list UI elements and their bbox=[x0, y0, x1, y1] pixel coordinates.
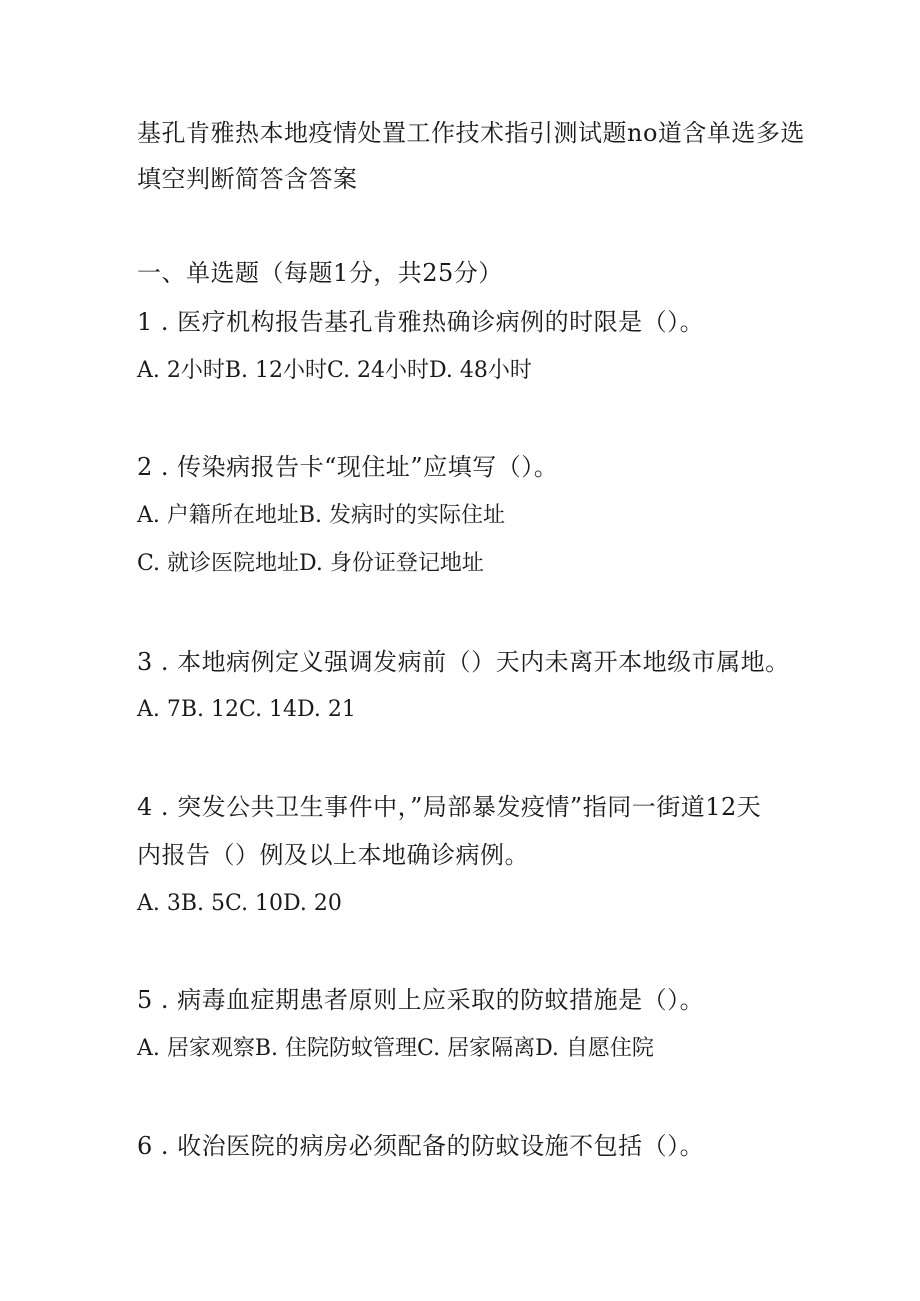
question-4-stem-line-1: 4 . 突发公共卫生事件中，”局部暴发疫情”指同一街道12天 bbox=[137, 793, 762, 821]
question-2-stem: 2 . 传染病报告卡“现住址”应填写（）。 bbox=[137, 453, 559, 481]
question-5-stem: 5 . 病毒血症期患者原则上应采取的防蚊措施是（）。 bbox=[137, 986, 705, 1014]
question-4-options: A. 3B. 5C. 10D. 20 bbox=[137, 891, 342, 916]
question-2-options-line-1: A. 户籍所在地址B. 发病时的实际住址 bbox=[137, 503, 506, 528]
question-3-options: A. 7B. 12C. 14D. 21 bbox=[137, 697, 356, 722]
document-title: 基孔肯雅热本地疫情处置工作技术指引测试题no道含单选多选填空判断简答含答案 bbox=[137, 119, 805, 193]
question-5-options: A. 居家观察B. 住院防蚊管理C. 居家隔离D. 自愿住院 bbox=[137, 1036, 654, 1061]
question-4-stem-line-2: 内报告（）例及以上本地确诊病例。 bbox=[137, 841, 529, 869]
question-2-options-line-2: C. 就诊医院地址D. 身份证登记地址 bbox=[137, 551, 484, 576]
question-1-options: A. 2小时B. 12小时C. 24小时D. 48小时 bbox=[137, 358, 532, 383]
question-1-stem: 1 . 医疗机构报告基孔肯雅热确诊病例的时限是（）。 bbox=[137, 308, 705, 336]
question-6-stem: 6 . 收治医院的病房必须配备的防蚊设施不包括（）。 bbox=[137, 1132, 705, 1160]
section-heading: 一、单选题（每题1分，共25分） bbox=[137, 259, 503, 287]
question-3-stem: 3 . 本地病例定义强调发病前（）天内未离开本地级市属地。 bbox=[137, 648, 790, 676]
